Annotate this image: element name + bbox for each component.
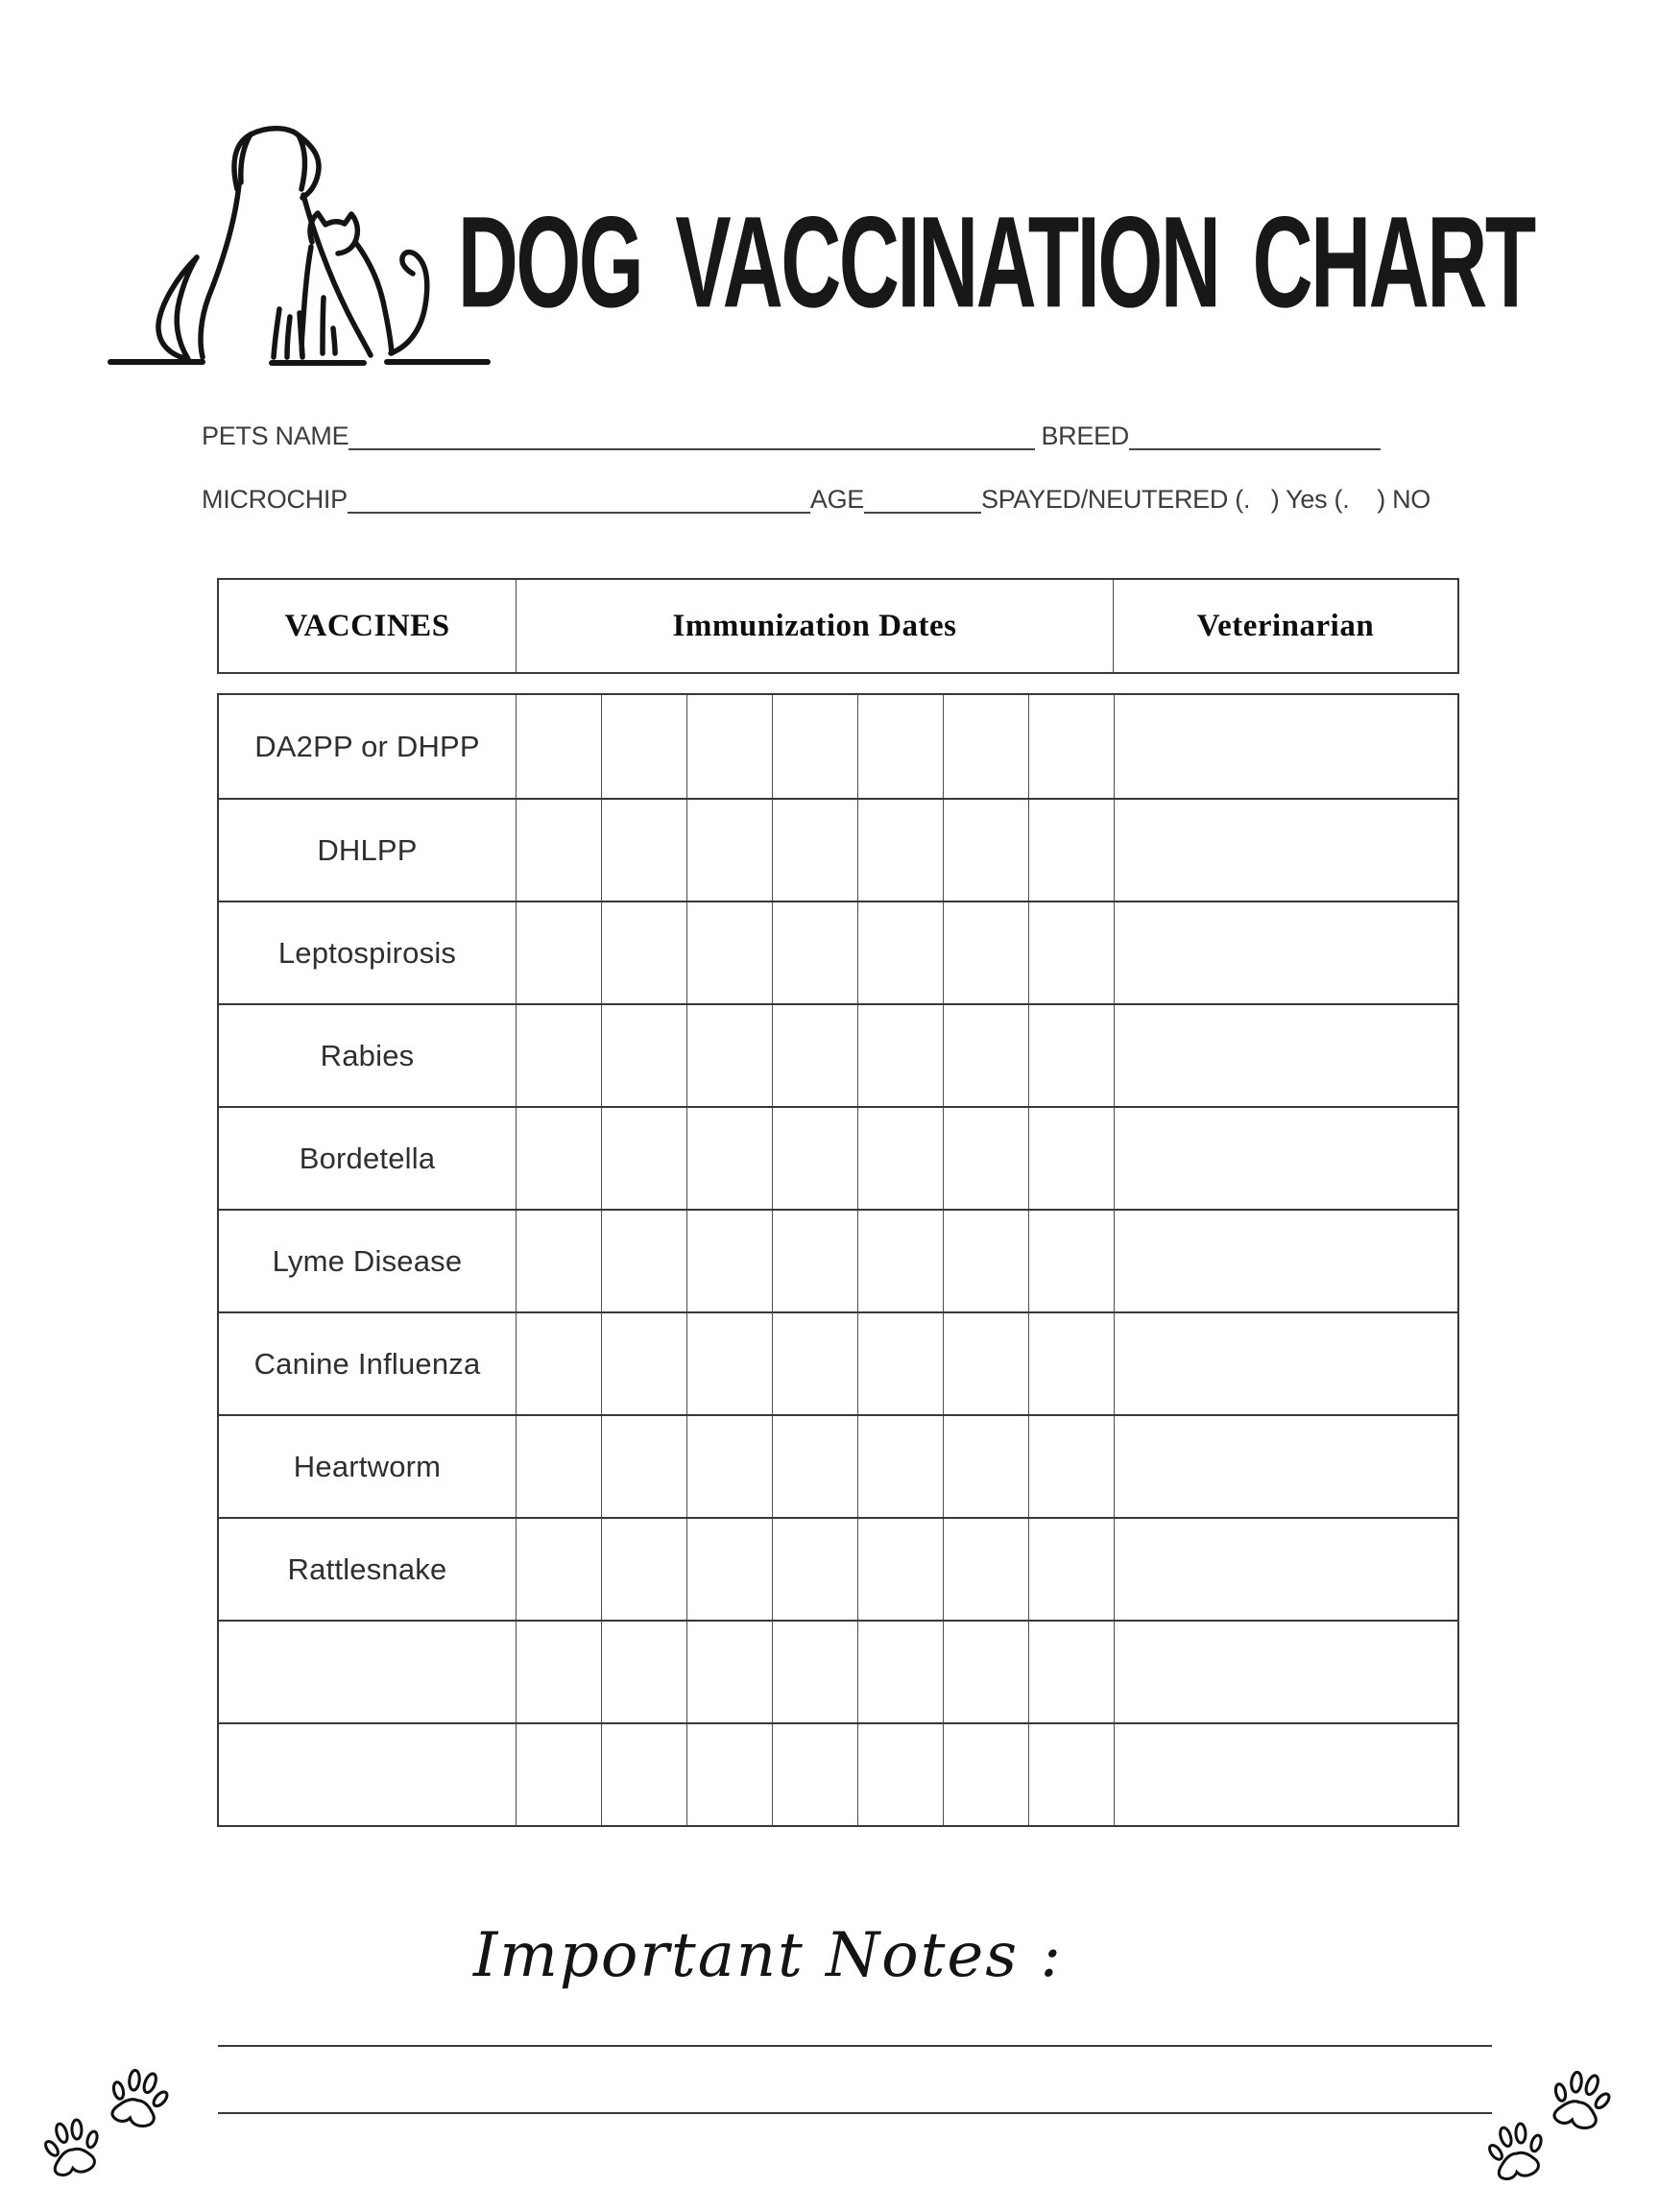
immunization-date-cell[interactable]: [1028, 800, 1114, 901]
immunization-date-cell[interactable]: [686, 902, 772, 1003]
breed-blank[interactable]: [1129, 410, 1381, 450]
table-row: [219, 1517, 1457, 1620]
immunization-date-cell[interactable]: [686, 1108, 772, 1209]
immunization-date-cell[interactable]: [1028, 1313, 1114, 1414]
immunization-date-cell[interactable]: [857, 695, 943, 798]
breed-label: BREED: [1041, 421, 1129, 450]
veterinarian-cell[interactable]: [1114, 1005, 1457, 1106]
immunization-date-cell[interactable]: [516, 1005, 601, 1106]
vaccine-name-cell: Bordetella: [299, 1141, 436, 1175]
vaccine-name-cell: DA2PP or DHPP: [254, 729, 480, 763]
immunization-date-cell[interactable]: [943, 1108, 1028, 1209]
veterinarian-cell[interactable]: [1114, 1416, 1457, 1517]
immunization-date-cell[interactable]: [601, 1622, 686, 1722]
immunization-date-cell[interactable]: [516, 1313, 601, 1414]
immunization-date-cell[interactable]: [772, 1108, 857, 1209]
dog-and-cat-logo-icon: [91, 96, 494, 374]
immunization-date-cell[interactable]: [943, 1519, 1028, 1620]
immunization-date-cell[interactable]: [686, 1622, 772, 1722]
immunization-date-cell[interactable]: [943, 1724, 1028, 1825]
immunization-date-cell[interactable]: [686, 1519, 772, 1620]
immunization-date-cell[interactable]: [857, 800, 943, 901]
immunization-date-cell[interactable]: [943, 695, 1028, 798]
immunization-date-cell[interactable]: [857, 1005, 943, 1106]
immunization-date-cell[interactable]: [772, 1622, 857, 1722]
vaccine-name-cell: Canine Influenza: [253, 1346, 481, 1381]
vaccination-table-body: [217, 693, 1459, 1827]
table-row: [219, 1003, 1457, 1106]
table-row: [219, 1620, 1457, 1722]
table-row: [219, 1414, 1457, 1517]
immunization-date-cell[interactable]: [772, 902, 857, 1003]
immunization-date-cell[interactable]: [516, 1211, 601, 1311]
immunization-date-cell[interactable]: [686, 695, 772, 798]
immunization-date-cell[interactable]: [772, 1416, 857, 1517]
header-cell-veterinarian: Veterinarian: [1113, 580, 1457, 672]
vaccine-name-cell: Rabies: [320, 1038, 415, 1072]
immunization-date-cell[interactable]: [601, 1416, 686, 1517]
immunization-date-cell[interactable]: [601, 1519, 686, 1620]
immunization-date-cell[interactable]: [601, 1724, 686, 1825]
immunization-date-cell[interactable]: [857, 1724, 943, 1825]
page-title-text: DOG VACCINATION CHART: [458, 189, 1534, 335]
pet-info-row-2: [202, 475, 1431, 514]
immunization-date-cell[interactable]: [1028, 1724, 1114, 1825]
immunization-date-cell[interactable]: [943, 1313, 1028, 1414]
immunization-date-cell[interactable]: [516, 695, 601, 798]
age-label: AGE: [809, 485, 864, 514]
veterinarian-cell[interactable]: [1114, 800, 1457, 901]
immunization-date-cell[interactable]: [516, 1724, 601, 1825]
immunization-date-cell[interactable]: [516, 902, 601, 1003]
immunization-date-cell[interactable]: [772, 1211, 857, 1311]
immunization-date-cell[interactable]: [772, 1724, 857, 1825]
immunization-date-cell[interactable]: [601, 1211, 686, 1311]
pet-info-row-1: [202, 412, 1381, 450]
immunization-date-cell[interactable]: [1028, 695, 1114, 798]
important-notes-heading: Important Notes :: [472, 1920, 1064, 1991]
immunization-date-cell[interactable]: [601, 695, 686, 798]
immunization-date-cell[interactable]: [601, 800, 686, 901]
immunization-date-cell[interactable]: [686, 1211, 772, 1311]
immunization-date-cell[interactable]: [772, 1519, 857, 1620]
immunization-date-cell[interactable]: [601, 902, 686, 1003]
vaccine-name-cell: DHLPP: [317, 832, 418, 867]
immunization-date-cell[interactable]: [686, 1416, 772, 1517]
paw-print-icon: [37, 2113, 108, 2180]
immunization-date-cell[interactable]: [686, 1724, 772, 1825]
immunization-date-cell[interactable]: [686, 800, 772, 901]
table-row: [219, 1106, 1457, 1209]
immunization-date-cell[interactable]: [516, 1108, 601, 1209]
veterinarian-cell[interactable]: [1114, 1108, 1457, 1209]
immunization-date-cell[interactable]: [943, 1622, 1028, 1722]
immunization-date-cell[interactable]: [772, 1313, 857, 1414]
immunization-date-cell[interactable]: [857, 1416, 943, 1517]
notes-blank-line-1[interactable]: [218, 2045, 1492, 2047]
microchip-blank[interactable]: [348, 473, 810, 514]
immunization-date-cell[interactable]: [857, 902, 943, 1003]
paw-print-icon: [1543, 2063, 1619, 2136]
vaccine-name-cell: Lyme Disease: [272, 1243, 463, 1278]
immunization-date-cell[interactable]: [1028, 1416, 1114, 1517]
age-blank[interactable]: [864, 473, 981, 514]
vaccine-name-cell: [219, 1724, 516, 1825]
paw-print-icon: [1481, 2117, 1551, 2184]
immunization-date-cell[interactable]: [1028, 902, 1114, 1003]
immunization-date-cell[interactable]: [1028, 1622, 1114, 1722]
pets-name-label: PETS NAME: [202, 421, 349, 450]
table-row: [219, 1722, 1457, 1825]
paw-print-icon: [101, 2061, 177, 2134]
immunization-date-cell[interactable]: [601, 1313, 686, 1414]
immunization-date-cell[interactable]: [601, 1108, 686, 1209]
vaccine-name-cell: Rattlesnake: [287, 1551, 447, 1586]
vaccine-name-cell: Leptospirosis: [277, 935, 457, 970]
vaccine-name-cell: [219, 1622, 516, 1722]
immunization-date-cell[interactable]: [516, 1622, 601, 1722]
immunization-date-cell[interactable]: [943, 800, 1028, 901]
immunization-date-cell[interactable]: [516, 1519, 601, 1620]
immunization-date-cell[interactable]: [1028, 1519, 1114, 1620]
immunization-date-cell[interactable]: [1028, 1211, 1114, 1311]
header-cell-vaccines: VACCINES: [284, 608, 450, 643]
veterinarian-cell[interactable]: [1114, 1724, 1457, 1825]
immunization-date-cell[interactable]: [943, 902, 1028, 1003]
immunization-date-cell[interactable]: [772, 1005, 857, 1106]
immunization-date-cell[interactable]: [1028, 1005, 1114, 1106]
immunization-date-cell[interactable]: [943, 1211, 1028, 1311]
pets-name-blank[interactable]: [349, 410, 1035, 450]
immunization-date-cell[interactable]: [857, 1108, 943, 1209]
table-row: [219, 798, 1457, 901]
veterinarian-cell[interactable]: [1114, 902, 1457, 1003]
immunization-date-cell[interactable]: [857, 1519, 943, 1620]
immunization-date-cell[interactable]: [516, 800, 601, 901]
table-row: [219, 1311, 1457, 1414]
immunization-date-cell[interactable]: [686, 1005, 772, 1106]
immunization-date-cell[interactable]: [772, 800, 857, 901]
vaccination-table-header: [217, 578, 1459, 674]
immunization-date-cell[interactable]: [516, 1416, 601, 1517]
immunization-date-cell[interactable]: [857, 1313, 943, 1414]
immunization-date-cell[interactable]: [686, 1313, 772, 1414]
microchip-label: MICROCHIP: [202, 485, 348, 514]
veterinarian-cell[interactable]: [1114, 695, 1457, 798]
veterinarian-cell[interactable]: [1114, 1211, 1457, 1311]
immunization-date-cell[interactable]: [943, 1416, 1028, 1517]
notes-blank-line-2[interactable]: [218, 2112, 1492, 2114]
vaccine-name-cell: Heartworm: [293, 1449, 442, 1483]
veterinarian-cell[interactable]: [1114, 1313, 1457, 1414]
veterinarian-cell[interactable]: [1114, 1622, 1457, 1722]
immunization-date-cell[interactable]: [857, 1622, 943, 1722]
immunization-date-cell[interactable]: [601, 1005, 686, 1106]
immunization-date-cell[interactable]: [857, 1211, 943, 1311]
table-row: [219, 695, 1457, 798]
spayed-neutered-label: SPAYED/NEUTERED (. ) Yes (. ) NO: [981, 485, 1431, 514]
veterinarian-cell[interactable]: [1114, 1519, 1457, 1620]
immunization-date-cell[interactable]: [943, 1005, 1028, 1106]
page-title: [458, 189, 1534, 335]
table-row: [219, 1209, 1457, 1311]
immunization-date-cell[interactable]: [772, 695, 857, 798]
table-row: [219, 901, 1457, 1003]
header-cell-immunization-dates: Immunization Dates: [516, 580, 1113, 672]
immunization-date-cell[interactable]: [1028, 1108, 1114, 1209]
